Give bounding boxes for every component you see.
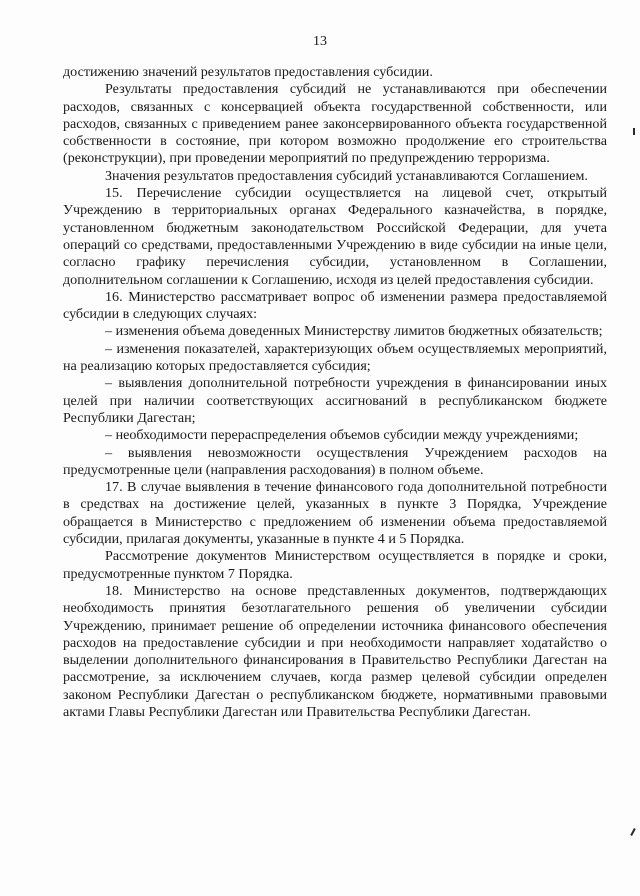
document-body (63, 64, 607, 721)
paragraph: Рассмотрение документов Министерством осуществляется в порядке и сроки, предусмотренные пунктом 7 Порядка. (63, 548, 607, 582)
list-item: – изменения показателей, характеризующих объем осуществляемых мероприятий, на реализацию которых предоставляется субсидия; (63, 340, 607, 375)
list-item: – изменения объема доведенных Министерству лимитов бюджетных обязательств; (105, 323, 603, 340)
scan-edge-mark (630, 828, 636, 836)
paragraph: 17. В случае выявления в течение финансового года дополнительной потребности в средствах на достижение целей, указанных в пункте 3 Порядка, Учреждение обращается в Министерство с предложением об изменении объема предоставляемой субсидии, прилагая документы, указанные в пункте 4 и 5 Порядка. (63, 479, 607, 548)
page-number: 13 (313, 34, 327, 49)
list-item: – выявления невозможности осуществления Учреждением расходов на предусмотренные цели (направления расходования) в полном объеме. (63, 444, 607, 478)
paragraph: Результаты предоставления субсидий не устанавливаются при обеспечении расходов, связанных с консервацией объекта государственной собственности, или расходов, связанных с приведением ранее законсервированного объекта государственной собственности в состояние, при котором возможно продолжение его строительства (реконструкции), при проведении мероприятий по предупреждению терроризма. (63, 81, 607, 167)
scan-edge-mark (633, 128, 635, 135)
paragraph: 16. Министерство рассматривает вопрос об изменении размера предоставляемой субсидии в следующих случаях: (63, 288, 607, 323)
paragraph: 15. Перечисление субсидии осуществляется на лицевой счет, открытый Учреждению в территориальных органах Федерального казначейства, в порядке, установленном бюджетным законодательством Российской Федерации, для учета операций со средствами, предоставленными Учреждению в виде субсидии на иные цели, согласно графику перечисления субсидии, установленном в Соглашении, дополнительном соглашении к Соглашению, исходя из целей предоставления субсидии. (63, 185, 607, 288)
list-item: – необходимости перераспределения объемов субсидии между учреждениями; (105, 427, 579, 444)
paragraph: достижению значений результатов предоставления субсидии. (63, 64, 433, 80)
list-item: – выявления дополнительной потребности учреждения в финансировании иных целей при наличии соответствующих ассигнований в республиканском бюджете Республики Дагестан; (63, 375, 607, 426)
paragraph: 18. Министерство на основе представленных документов, подтверждающих необходимость принятия безотлагательного решения об увеличении субсидии Учреждению, принимает решение об определении источника финансового обеспечения расходов на предоставление субсидии и при необходимости направляет ходатайство о выделении дополнительного финансирования в Правительство Республики Дагестан на рассмотрение, за исключением случаев, когда размер целевой субсидии определен законом Республики Дагестан о республиканском бюджете, нормативными правовыми актами Главы Республики Дагестан или Правительства Республики Дагестан. (63, 582, 607, 720)
paragraph: Значения результатов предоставления субсидий устанавливаются Соглашением. (105, 167, 588, 184)
